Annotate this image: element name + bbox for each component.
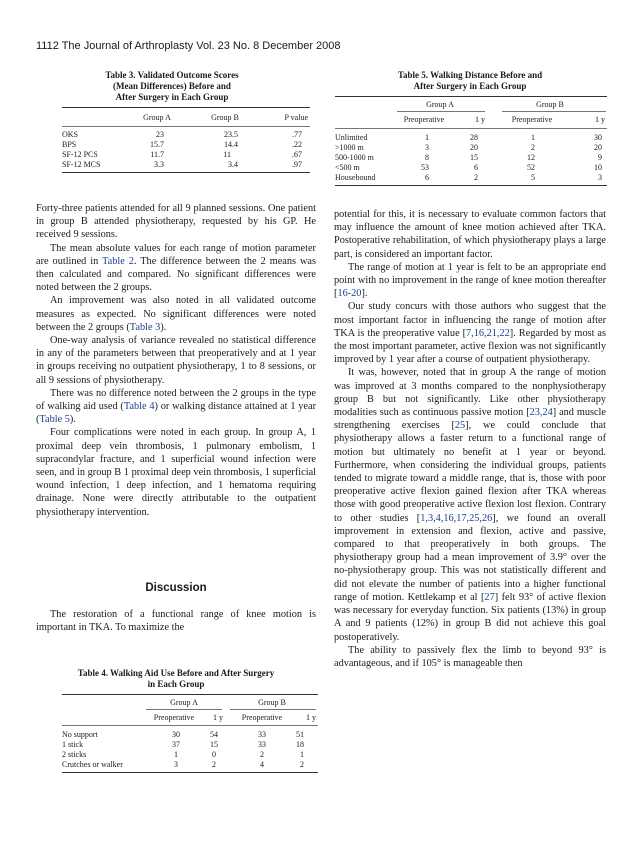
table-cell: 30 [594,133,602,142]
table-cell: 3 [598,173,602,182]
row-label: <500 m [335,163,360,172]
table-cell: 11.7 [150,150,164,159]
text: ) or walking distance attained at 1 year ( [36,401,316,426]
table-cell: 20 [594,143,602,152]
table-cell: 3.4 [228,160,238,169]
section-heading: Discussion [145,582,207,594]
group-rule [146,709,222,710]
table-cell: 2 [300,760,304,769]
left-column-text [36,202,316,519]
text: ] felt 93° of active flexion was necessary for everyday function. Six patients (13%) in group A and 9 patients (12%) in group B did not achieve this goal postoperatively. [334,591,606,643]
table-top-rule [62,694,318,695]
text: The range of motion at 1 year is felt to be an appropriate end point with no improvement in the range of knee motion thereafter [ [334,261,606,300]
group-header: Group A [426,100,454,109]
column-header: 1 y [475,115,485,124]
paragraph: Four complications were noted in each group. In group A, 1 proximal deep vein thrombosis, 1 pulmonary embolism, 1 supracondylar fracture, and 1 superficial wound infection were seen, and in group B 1 proximal deep vein thrombosis, 1 superficial wound infection, 1 deep infection, and 1 hematoma requiring drainage. None were directly attributable to the outpatient physiotherapy intervention. [36,427,316,518]
table-3-link[interactable]: Table 3 [129,321,161,333]
table-top-rule [335,96,607,97]
column-header: 1 y [306,713,316,722]
reference-link[interactable]: 27 [484,591,495,603]
table-cell: 53 [421,163,429,172]
table-cell: .67 [292,150,302,159]
table-cell: 37 [172,740,180,749]
table-cell: 33 [258,740,266,749]
table-cell: 2 [212,760,216,769]
paragraph: The ability to passively flex the limb to beyond 93° is advantageous, and if 105° is manageable then [334,644,606,669]
table-title-line: in Each Group [147,679,205,689]
row-label: Housebound [335,173,376,182]
table-cell: 10 [594,163,602,172]
paragraph: potential for this, it is necessary to evaluate common factors that may influence the amount of knee motion achieved after TKA. Postoperative rehabilitation, of which physiotherapy plays a large part, is considered an important factor. [334,209,606,260]
table-cell: 15 [210,740,218,749]
paragraph: One-way analysis of variance revealed no statistical difference in any of the parameters between that preoperatively and at 1 year in groups receiving no outpatient physiotherapy, 1 to 8 sessions, or all 9 sessions of physiotherapy. [36,335,316,386]
table-cell: 2 [531,143,535,152]
text: ] and muscle strengthening exercises [ [334,407,606,432]
table-cell: 23 [156,130,164,139]
table-cell: 28 [470,133,478,142]
table-bottom-rule [62,772,318,773]
group-header: Group B [536,100,564,109]
table-header-rule [62,725,318,726]
text: It was, however, noted that in group A the range of motion was improved at 3 months compared to the nonphysiotherapy group B but not significantly. Like other physiotherapy modalities such as continuous passive motion [ [334,367,606,419]
text: ). [160,321,167,333]
paragraph [334,261,606,301]
paragraph [36,387,316,427]
row-label: SF-12 PCS [62,150,98,159]
reference-link[interactable]: 25 [454,420,466,432]
text: ). [69,414,76,426]
text: ], we found an overall improvement in extension and flexion, active and passive, compared to that preoperatively in both groups. The physiotherapy group had a mean improvement of 3.9° over the no-physiotherapy group. This was not statistically different and did not elevate the number of patients into a higher functional range of motion. Kettlekamp et al [ [334,512,606,603]
table-cell: 6 [425,173,429,182]
table-4-title [36,668,316,690]
table-cell: 2 [260,750,264,759]
table-cell: 1 [425,133,429,142]
table-cell: 52 [527,163,535,172]
reference-link[interactable]: 23,24 [529,407,553,419]
table-cell: .97 [292,160,302,169]
table-header-rule [62,126,310,127]
group-header: Group B [258,698,286,707]
reference-link[interactable]: 1,3,4,16,17,25,26 [420,512,493,524]
table-cell: 1 [531,133,535,142]
table-4-link[interactable]: Table 4 [123,401,155,413]
table-cell: 3 [174,760,178,769]
table-cell: 14.4 [224,140,238,149]
column-header: Group A [143,113,171,122]
table-bottom-rule [62,172,310,173]
table-cell: 54 [210,730,218,739]
table-2-link[interactable]: Table 2 [102,255,134,267]
paragraph: The restoration of a functional range of knee motion is important in TKA. To maximize the [36,609,316,634]
group-rule [502,111,606,112]
text: ]. Regarded by most as the most important parameter, active flexion was not significantly improved by 1 year after a course of outpatient physiotherapy. [334,327,606,366]
table-title-line: (Mean Differences) Before and [113,81,231,91]
table-cell: 18 [296,740,304,749]
paragraph [36,242,316,295]
row-label: BPS [62,140,77,149]
table-cell: 20 [470,143,478,152]
table-3-title [62,70,282,103]
table-cell: 3.3 [154,160,164,169]
table-title-line: After Surgery in Each Group [115,92,229,102]
row-label: No support [62,730,98,739]
table-cell: 15 [470,153,478,162]
table-5-title [335,70,605,92]
right-column-text [334,208,606,670]
table-cell: 4 [260,760,264,769]
table-5-link[interactable]: Table 5 [39,414,70,426]
table-cell: 8 [425,153,429,162]
table-cell: 30 [172,730,180,739]
column-header: 1 y [595,115,605,124]
paragraph [36,294,316,334]
column-header: Preoperative [241,713,283,722]
group-rule [230,709,316,710]
column-header: Preoperative [403,115,445,124]
text: An improvement was also noted in all validated outcome measures as expected. No significant differences were noted between the 2 groups ( [36,295,316,333]
column-header: Preoperative [511,115,553,124]
text: . The difference between the 2 means was then calculated and compared. No significant differences were noted between the 2 groups. [36,255,316,294]
paragraph [334,300,606,366]
table-cell: 2 [474,173,478,182]
table-cell: 23.5 [224,130,238,139]
reference-link[interactable]: 16-20 [337,288,362,300]
table-cell: 1 [174,750,178,759]
row-label: Crutches or walker [62,760,123,769]
table-top-rule [62,107,310,108]
row-label: OKS [62,130,79,139]
text: There was no difference noted between the 2 groups in the type of walking aid used ( [36,387,316,413]
table-cell: 6 [474,163,478,172]
table-cell: .77 [292,130,302,139]
group-rule [397,111,485,112]
table-cell: 33 [258,730,266,739]
paragraph: Forty-three patients attended for all 9 planned sessions. One patient in group B attended physiotherapy, requested by his GP. He received 9 sessions. [36,203,316,241]
table-cell: 0 [212,750,216,759]
column-header: Preoperative [153,713,195,722]
table-cell: 5 [531,173,535,182]
table-cell: 9 [598,153,602,162]
column-header: 1 y [213,713,223,722]
text: ], we could conclude that physiotherapy allows a faster return to a functional range of motion but ultimately no benefit at 1 year or beyond. Furthermore, when considering the individual groups, patients tended to migrate toward a middle range, that is, those with poor preoperative active flexion gained flexion after TKA whereas those with good preoperative active flexion lost flexion. Contrary to other studies [ [334,420,606,524]
row-label: 2 sticks [62,750,87,759]
row-label: Unlimited [335,133,368,142]
table-header-rule [335,128,607,129]
table-bottom-rule [335,185,607,186]
column-header: Group B [211,113,239,122]
text: Our study concurs with those authors who suggest that the most important factor in influencing the range of motion after TKA is the preoperative value [ [334,301,606,339]
table-title-line: Table 3. Validated Outcome Scores [105,70,239,80]
table-cell: 3 [425,143,429,152]
row-label: SF-12 MCS [62,160,101,169]
row-label: >1000 m [335,143,364,152]
left-column-text-2 [36,608,316,634]
text: ]. [361,288,368,300]
table-cell: .22 [292,140,302,149]
table-title-line: Table 5. Walking Distance Before and [397,70,543,80]
row-label: 1 stick [62,740,84,749]
table-cell: 11 [223,150,231,159]
row-label: 500-1000 m [335,153,374,162]
reference-link[interactable]: 7,16,21,22 [466,327,510,339]
table-cell: 12 [527,153,535,162]
column-header: P value [284,113,308,122]
group-header: Group A [170,698,198,707]
table-cell: 1 [300,750,304,759]
table-cell: 15.7 [150,140,164,149]
paragraph [334,366,606,643]
table-title-line: Table 4. Walking Aid Use Before and After Surgery [77,668,275,678]
table-cell: 51 [296,730,304,739]
text: The mean absolute values for each range of motion parameter are outlined in [36,242,316,267]
running-head: 1112 The Journal of Arthroplasty Vol. 23 No. 8 December 2008 [36,40,341,52]
table-title-line: After Surgery in Each Group [413,81,527,91]
